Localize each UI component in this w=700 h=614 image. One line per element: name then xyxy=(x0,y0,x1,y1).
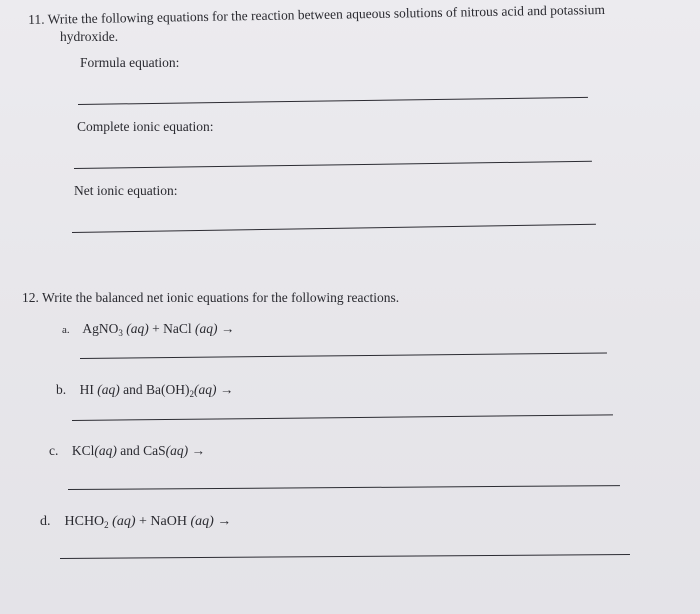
part-letter: b. xyxy=(56,382,67,397)
part-letter: a. xyxy=(62,324,70,336)
q12-part-a xyxy=(62,321,234,338)
reactant-1-subscript: 3 xyxy=(118,328,123,338)
reactant-1: HCHO xyxy=(64,514,105,529)
reactant-2-state: (aq) xyxy=(194,382,217,397)
net-ionic-equation-label: Net ionic equation: xyxy=(74,183,178,198)
q12-part-c xyxy=(49,443,205,459)
reactant-1: HI xyxy=(79,382,94,397)
formula-equation-label: Formula equation: xyxy=(80,55,180,70)
reactant-2-state: (aq) xyxy=(165,443,189,458)
reactant-1-state: (aq) xyxy=(126,321,149,336)
reactant-2: Ba(OH) xyxy=(146,382,190,397)
formula-equation-answer-line[interactable] xyxy=(78,97,588,105)
reactant-1-state: (aq) xyxy=(112,514,136,529)
reactant-1-state: (aq) xyxy=(94,443,117,458)
reactant-1: KCl xyxy=(71,443,95,458)
q11-prompt xyxy=(28,2,605,28)
arrow-icon: → xyxy=(220,321,235,336)
q11-number: 11. xyxy=(28,11,45,27)
joiner: and xyxy=(123,382,143,397)
arrow-icon: → xyxy=(191,443,206,458)
part-b-answer-line[interactable] xyxy=(72,414,613,421)
reactant-2-state: (aq) xyxy=(190,514,214,529)
q11-prompt-line2: hydroxide. xyxy=(60,29,119,44)
complete-ionic-equation-label: Complete ionic equation: xyxy=(77,119,214,134)
reactant-2: NaCl xyxy=(163,321,192,336)
part-d-answer-line[interactable] xyxy=(60,554,630,559)
reactant-1-state: (aq) xyxy=(97,382,120,397)
part-letter: d. xyxy=(40,514,51,529)
joiner: + xyxy=(139,514,147,529)
q12-prompt-text: Write the balanced net ionic equations for the following reactions. xyxy=(42,290,400,305)
reactant-2: CaS xyxy=(143,443,166,458)
joiner: + xyxy=(152,321,160,336)
arrow-icon: → xyxy=(219,382,234,397)
part-c-answer-line[interactable] xyxy=(68,485,620,490)
reactant-2-state: (aq) xyxy=(195,321,218,336)
q12-number: 12. xyxy=(22,290,39,305)
part-a-answer-line[interactable] xyxy=(80,352,607,359)
q11-prompt-line1: Write the following equations for the reaction between aqueous solutions of nitrous acid and potassium xyxy=(47,1,606,27)
q12-part-b xyxy=(56,382,233,399)
complete-ionic-equation-answer-line[interactable] xyxy=(74,161,592,169)
net-ionic-equation-answer-line[interactable] xyxy=(72,224,596,233)
reactant-1: AgNO xyxy=(82,321,119,336)
part-letter: c. xyxy=(49,443,59,458)
q12-part-d xyxy=(40,514,231,530)
arrow-icon: → xyxy=(217,514,232,529)
q12-prompt xyxy=(22,290,399,306)
reactant-2-subscript: 2 xyxy=(189,389,194,399)
joiner: and xyxy=(120,443,140,458)
reactant-2: NaOH xyxy=(150,514,187,529)
reactant-1-subscript: 2 xyxy=(104,520,109,530)
